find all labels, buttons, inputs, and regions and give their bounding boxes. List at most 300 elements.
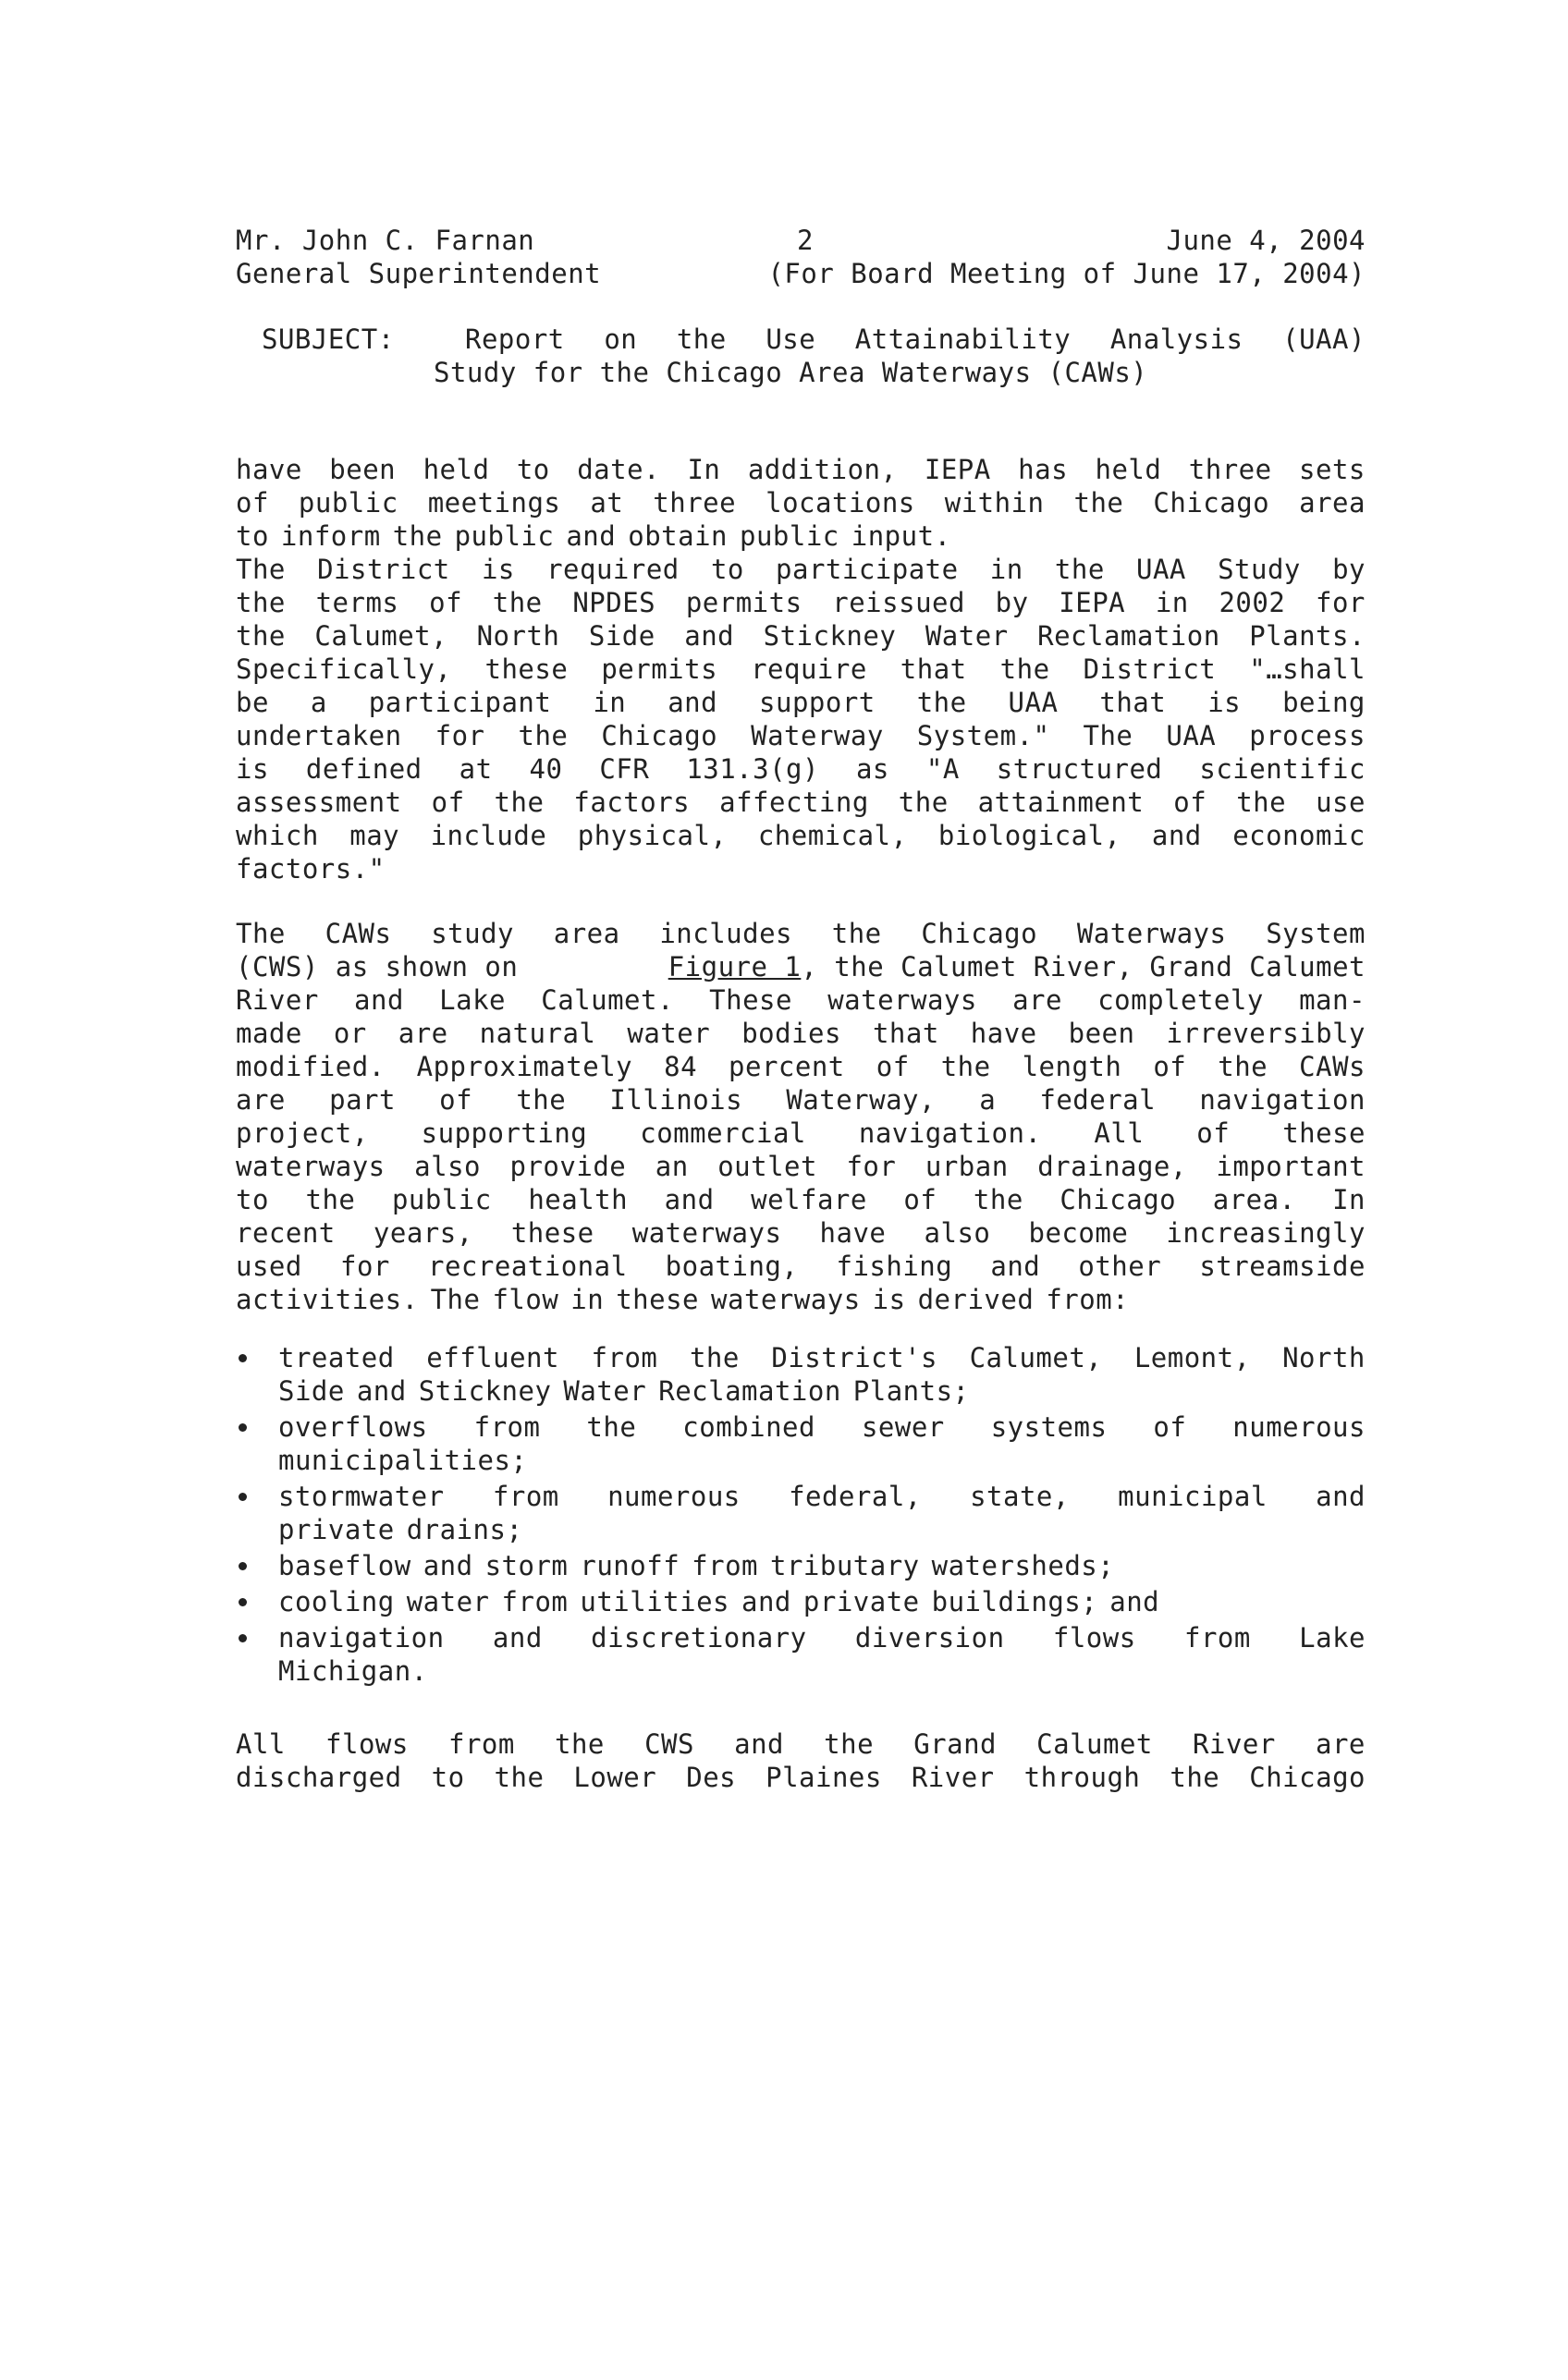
paragraph-4-word: and (734, 1728, 784, 1760)
paragraph-3-rest-word: flow (492, 1284, 559, 1315)
paragraph-3-rest-word: are (398, 1018, 448, 1049)
paragraph-3-rest-word: for (339, 1251, 390, 1282)
paragraph-3-rest-line (236, 1283, 1366, 1316)
paragraph-2-word: CFR (599, 753, 650, 785)
list-item-word: and (1109, 1586, 1160, 1617)
list-item-word: storm (484, 1550, 569, 1581)
paragraph-3-rest (236, 983, 1366, 1316)
paragraph-2-word: process (1249, 720, 1366, 751)
list-item-word: water (406, 1586, 490, 1617)
paragraph-2-line (236, 752, 1366, 786)
paragraph-4-word: River (911, 1762, 995, 1793)
paragraph-3-rest-word: recreational (428, 1251, 628, 1282)
list-item (236, 1410, 1366, 1477)
paragraph-1-word: of (236, 487, 269, 519)
paragraph-1-word: addition, (747, 454, 898, 485)
paragraph-3-line-1-word: area (553, 918, 620, 949)
list-item-line (278, 1410, 1366, 1444)
paragraph-2-word: the (898, 787, 949, 818)
paragraph-2-word: the (1236, 787, 1287, 818)
flow-sources-list (236, 1341, 1366, 1690)
paragraph-2-word: 2002 (1219, 587, 1286, 618)
paragraph-4-word: the (1170, 1762, 1220, 1793)
paragraph-2-word: structured (996, 753, 1163, 785)
paragraph-2-word: use (1316, 787, 1366, 818)
paragraph-3-rest-line (236, 1083, 1366, 1117)
paragraph-4-word: from (448, 1728, 515, 1760)
paragraph-4-word: to (431, 1762, 465, 1793)
paragraph-1-word: public (454, 520, 555, 552)
paragraph-3-rest-word: water (627, 1018, 711, 1049)
list-item-word: from (492, 1481, 559, 1512)
bullet-dot-icon (239, 1562, 247, 1570)
paragraph-3-rest-word: length (1022, 1051, 1122, 1082)
list-item-word: and (492, 1622, 543, 1654)
paragraph-4-word: discharged (236, 1762, 402, 1793)
paragraph-4-word: Des (686, 1762, 737, 1793)
paragraph-3-rest-word: Calumet. (541, 984, 674, 1016)
paragraph-4-word: River (1193, 1728, 1276, 1760)
paragraph-2-word: these (484, 653, 569, 685)
paragraph-2-word: affecting (719, 787, 869, 818)
list-item-word: watersheds; (931, 1550, 1115, 1581)
paragraph-3-rest-word: these (616, 1284, 700, 1315)
list-item-word: Side (278, 1375, 345, 1407)
paragraph-4-word: flows (325, 1728, 409, 1760)
paragraph-2-word: participate (776, 554, 959, 585)
subject-line-1-word: the (676, 323, 727, 355)
paragraph-1-word: been (329, 454, 397, 485)
paragraph-3-rest-word: are (236, 1084, 286, 1116)
paragraph-4-word: the (555, 1728, 605, 1760)
paragraph-1-word: date. (577, 454, 661, 485)
paragraph-3-rest-word: in (570, 1284, 605, 1315)
list-item-word: private (802, 1586, 920, 1617)
paragraph-2-word: the (518, 720, 569, 751)
paragraph-2-word: factors (573, 787, 691, 818)
paragraph-2-word: and (668, 687, 718, 718)
paragraph-1-word: within (944, 487, 1045, 519)
list-item-word: diversion (854, 1622, 1005, 1654)
paragraph-3-rest-word: these (1282, 1117, 1366, 1149)
paragraph-2-word: physical, (577, 820, 728, 851)
list-item-word: Plants; (852, 1375, 970, 1407)
list-item-word: numerous (607, 1481, 741, 1512)
paragraph-2-word: the (1054, 554, 1105, 585)
paragraph-3-rest-word: been (1068, 1018, 1135, 1049)
paragraph-2-word: is (1207, 687, 1242, 718)
paragraph-3-rest-word: percent (729, 1051, 845, 1082)
paragraph-1-word: has (1018, 454, 1069, 485)
paragraph-3-line-1-word: the (831, 918, 882, 949)
paragraph-2-word: UAA (1135, 554, 1186, 585)
paragraph-2-word: that (900, 653, 967, 685)
list-item-word: from (473, 1411, 541, 1443)
list-item-word: tributary (770, 1550, 920, 1581)
paragraph-3-rest-word: activities. (236, 1284, 419, 1315)
paragraph-2-word: Chicago (601, 720, 718, 751)
paragraph-3-rest-word: Waterway, (786, 1084, 936, 1116)
paragraph-2-word: chemical, (757, 820, 908, 851)
paragraph-4-word: are (1316, 1728, 1366, 1760)
list-item-word: North (1282, 1342, 1366, 1373)
paragraph-4-word: CWS (644, 1728, 694, 1760)
paragraph-2-line (236, 686, 1366, 719)
list-item-word: the (689, 1342, 740, 1373)
paragraph-3-rest-word: irreversibly (1166, 1018, 1366, 1049)
subject-line-1-word: Analysis (1109, 323, 1243, 355)
paragraph-2-line (236, 653, 1366, 686)
list-item-word: federal, (789, 1481, 922, 1512)
paragraph-2-word: include (430, 820, 547, 851)
list-item-line (278, 1513, 1366, 1546)
paragraph-1-word: to (236, 520, 269, 552)
paragraph-2-word: and (1151, 820, 1202, 851)
paragraph-2-line (236, 852, 1366, 885)
list-item-word: the (586, 1411, 637, 1443)
paragraph-3-rest-word: Chicago (1060, 1184, 1177, 1215)
paragraph-2-word: Study (1218, 554, 1301, 585)
paragraph-3-rest-word: area. (1212, 1184, 1296, 1215)
paragraph-3-rest-word: commercial (640, 1117, 806, 1149)
list-item-line (278, 1374, 1366, 1408)
paragraph-2-word: for (1316, 587, 1366, 618)
paragraph-3-rest-word: an (655, 1151, 689, 1182)
paragraph-4-word: Grand (913, 1728, 998, 1760)
paragraph-1-word: IEPA (924, 454, 991, 485)
paragraph-3-rest-line (236, 1216, 1366, 1250)
paragraph-2-word: 131.3(g) (686, 753, 819, 785)
paragraph-3-rest-word: drainage, (1037, 1151, 1187, 1182)
paragraph-3-rest-word: health (528, 1184, 629, 1215)
paragraph-3-rest-word: and (664, 1184, 715, 1215)
list-item-word: buildings; (931, 1586, 1098, 1617)
paragraph-4-word: Lower (573, 1762, 657, 1793)
paragraph-4-word: the (824, 1728, 875, 1760)
paragraph-3-line-1-word: Waterways (1076, 918, 1227, 949)
list-item (236, 1621, 1366, 1688)
paragraph-1-line (236, 486, 1366, 519)
bullet-dot-icon (239, 1634, 247, 1642)
paragraph-2-word: UAA (1166, 720, 1217, 751)
paragraph-3-rest-line (236, 1017, 1366, 1050)
paragraph-3-line-2-a: (CWS) as shown on (236, 951, 519, 983)
paragraph-2-word: in (1155, 587, 1189, 618)
paragraph-2-word: which (236, 820, 319, 851)
paragraph-3-rest-word: of (1196, 1117, 1231, 1149)
paragraph-2-word: District (1083, 653, 1217, 685)
paragraph-3-rest-word: streamside (1199, 1251, 1366, 1282)
paragraph-2-word: Reclamation (1037, 620, 1220, 652)
paragraph-3-line-1-word: System (1266, 918, 1366, 949)
figure-link: Figure 1 (668, 951, 802, 983)
paragraph-3-rest-word: Illinois (609, 1084, 743, 1116)
paragraph-1-word: public (298, 487, 398, 519)
paragraph-3-rest-word: also (924, 1217, 991, 1249)
list-item-word: Calumet, (969, 1342, 1103, 1373)
list-item-line (278, 1585, 1366, 1618)
list-item-word: sewer (861, 1411, 945, 1443)
paragraph-2-word: at (459, 753, 493, 785)
list-item-word: private (278, 1514, 395, 1545)
list-item-word: Lemont, (1133, 1342, 1251, 1373)
paragraph-3-line-2-b: , the Calumet River, Grand Calumet (801, 951, 1366, 983)
list-item-word: treated (278, 1342, 395, 1373)
paragraph-3-rest-word: from: (1046, 1284, 1130, 1315)
paragraph-2-word: assessment (236, 787, 402, 818)
paragraph-3-rest-word: other (1078, 1251, 1162, 1282)
paragraph-2-word: the (236, 620, 286, 652)
paragraph-2-word: require (751, 653, 867, 685)
paragraph-3-rest-word: part (329, 1084, 396, 1116)
paragraph-2-line (236, 619, 1366, 653)
paragraph-4-word: Calumet (1036, 1728, 1153, 1760)
paragraph-2-word: defined (305, 753, 423, 785)
paragraph-2-word: a (310, 687, 327, 718)
paragraph-3-rest-line (236, 1050, 1366, 1083)
paragraph-1-line (236, 519, 1366, 553)
paragraph-2-word: NPDES (572, 587, 656, 618)
paragraph-3-rest-word: of (876, 1051, 910, 1082)
paragraph-2-word: the (916, 687, 967, 718)
paragraph-2-word: required (546, 554, 680, 585)
paragraph-3-line-1-word: includes (659, 918, 793, 949)
list-item-word: effluent (426, 1342, 559, 1373)
paragraph-4-word: through (1023, 1762, 1141, 1793)
recipient-title: General Superintendent (236, 258, 602, 289)
paragraph-2-word: IEPA (1059, 587, 1126, 618)
paragraph-3-rest-word: In (1332, 1184, 1366, 1215)
list-item-word: from (692, 1550, 758, 1581)
paragraph-4-word: All (236, 1728, 286, 1760)
list-item-word: numerous (1232, 1411, 1366, 1443)
paragraph-3-line-1-word: The (236, 918, 286, 949)
paragraph-3-rest-word: Lake (439, 984, 507, 1016)
list-item-word: flows (1052, 1622, 1136, 1654)
list-item-word: Michigan. (278, 1655, 428, 1687)
list-item-word: navigation (278, 1622, 445, 1654)
paragraph-3-rest-word: have (819, 1217, 887, 1249)
paragraph-3-rest-word: fishing (836, 1251, 953, 1282)
paragraph-3-rest-word: are (1012, 984, 1062, 1016)
list-item-word: from (591, 1342, 658, 1373)
paragraph-3-rest-word: have (970, 1018, 1037, 1049)
paragraph-3-line-1-word: Chicago (921, 918, 1038, 949)
paragraph-3-rest-word: derived (917, 1284, 1035, 1315)
recipient-name: Mr. John C. Farnan (236, 225, 535, 256)
paragraph-2-word: by (995, 587, 1029, 618)
paragraph-3-rest-word: waterways (236, 1151, 386, 1182)
paragraph-3-rest-word: natural (479, 1018, 596, 1049)
paragraph-4-word: the (494, 1762, 545, 1793)
list-item-word: District's (771, 1342, 937, 1373)
paragraph-2-word: may (349, 820, 400, 851)
subject-line-1-word: (UAA) (1282, 323, 1366, 355)
paragraph-3-rest-word: waterways (711, 1284, 861, 1315)
paragraph-3-rest-line (236, 983, 1366, 1017)
paragraph-3-rest-word: welfare (751, 1184, 867, 1215)
paragraph-3-line-1-word: study (431, 918, 515, 949)
subject-line-2: Study for the Chicago Area Waterways (CAWs) (434, 357, 1148, 388)
paragraph-3-rest-word: the (940, 1051, 991, 1082)
paragraph-2-word: The (236, 554, 286, 585)
paragraph-3-rest-word: boating, (665, 1251, 799, 1282)
paragraph-2-word: factors." (236, 853, 386, 885)
paragraph-3-rest-word: used (236, 1251, 302, 1282)
list-item-word: overflows (278, 1411, 428, 1443)
paragraph-1-word: the (392, 520, 443, 552)
paragraph-3-rest-word: to (236, 1184, 269, 1215)
paragraph-1-word: public (740, 520, 839, 552)
paragraph-3-rest-line (236, 1150, 1366, 1183)
paragraph-3-rest-word: and (990, 1251, 1041, 1282)
paragraph-2-word: for (435, 720, 485, 751)
list-item-word: Water (563, 1375, 647, 1407)
paragraph-2-line (236, 819, 1366, 852)
list-item-word: Lake (1299, 1622, 1366, 1654)
paragraph-2-word: in (989, 554, 1023, 585)
paragraph-1-word: sets (1299, 454, 1366, 485)
list-item-word: of (1153, 1411, 1187, 1443)
list-item-word: runoff (580, 1550, 680, 1581)
paragraph-3-rest-word: bodies (741, 1018, 841, 1049)
paragraph-2-word: by (1332, 554, 1366, 585)
paragraph-3-rest-word: public (391, 1184, 492, 1215)
paragraph-3-rest-word: increasingly (1166, 1217, 1366, 1249)
paragraph-2-word: be (236, 687, 269, 718)
figure-reference (668, 950, 1366, 983)
paragraph-2-word: to (710, 554, 744, 585)
paragraph-1-word: held (423, 454, 490, 485)
paragraph-3-line-1-word: CAWs (325, 918, 392, 949)
paragraph-1-word: at (590, 487, 624, 519)
paragraph-2-word: of (431, 787, 465, 818)
paragraph-1-word: held (1095, 454, 1162, 485)
paragraph-3-rest-line (236, 1183, 1366, 1216)
paragraph-3-rest-word: provide (509, 1151, 627, 1182)
paragraph-2-word: Plants. (1249, 620, 1366, 652)
paragraph-3-rest-word: that (872, 1018, 939, 1049)
paragraph-2-word: biological, (937, 820, 1121, 851)
paragraph-3-rest-word: navigation (1199, 1084, 1366, 1116)
paragraph-2-word: permits (601, 653, 718, 685)
list-item-word: municipalities; (278, 1445, 528, 1476)
paragraph-2-word: Waterway (751, 720, 884, 751)
paragraph-2-word: the (494, 787, 545, 818)
bullet-dot-icon (239, 1493, 247, 1501)
paragraph-2-line (236, 586, 1366, 619)
paragraph-3 (236, 917, 1366, 1316)
board-meeting-note: (For Board Meeting of June 17, 2004) (767, 258, 1366, 289)
list-item-word: from (1184, 1622, 1251, 1654)
paragraph-3-rest-word: these (510, 1217, 594, 1249)
paragraph-2-word: of (1173, 787, 1207, 818)
list-item-word: from (501, 1586, 569, 1617)
paragraph-3-rest-word: man- (1299, 984, 1366, 1016)
paragraph-3-rest-word: for (846, 1151, 897, 1182)
paragraph-2-word: economic (1232, 820, 1366, 851)
bullet-dot-icon (239, 1598, 247, 1606)
paragraph-3-rest-word: a (979, 1084, 997, 1116)
paragraph-3-rest-word: is (872, 1284, 906, 1315)
paragraph-3-line-2 (236, 950, 1366, 983)
paragraph-2-word: permits (685, 587, 802, 618)
paragraph-3-rest-word: navigation. (858, 1117, 1042, 1149)
paragraph-1-word: three (1188, 454, 1272, 485)
list-item-word: and (1316, 1481, 1366, 1512)
paragraph-2-word: participant (368, 687, 552, 718)
paragraph-2-word: the (236, 587, 286, 618)
list-item-word: stormwater (278, 1481, 445, 1512)
paragraph-1-word: locations (766, 487, 915, 519)
paragraph-2-word: "…shall (1249, 653, 1366, 685)
paragraph-2-word: terms (315, 587, 399, 618)
memo-date: June 4, 2004 (1166, 225, 1366, 256)
paragraph-1-word: area (1299, 487, 1366, 519)
paragraph-1-word: In (687, 454, 721, 485)
paragraph-3-rest-word: and (354, 984, 404, 1016)
paragraph-2-word: Side (588, 620, 655, 652)
paragraph-2-line (236, 553, 1366, 586)
list-item (236, 1549, 1366, 1582)
paragraph-1-word: obtain (628, 520, 728, 552)
paragraph-3-rest-word: 84 (664, 1051, 698, 1082)
paragraph-4-line (236, 1727, 1366, 1761)
paragraph-3-rest-word: the (305, 1184, 356, 1215)
paragraph-3-rest-word: the (973, 1184, 1023, 1215)
subject-label: SUBJECT: (262, 323, 395, 355)
list-item-word: and (356, 1375, 407, 1407)
paragraph-2-word: the (492, 587, 543, 618)
paragraph-1-word: the (1073, 487, 1124, 519)
paragraph-3-rest-word: of (903, 1184, 937, 1215)
paragraph-2-word: the (999, 653, 1050, 685)
paragraph-3-rest-word: urban (925, 1151, 1009, 1182)
paragraph-2-word: and (684, 620, 735, 652)
list-item-line (278, 1341, 1366, 1374)
paragraph-2-word: Stickney (763, 620, 897, 652)
paragraph-3-rest-word: or (333, 1018, 367, 1049)
list-item-word: and (741, 1586, 791, 1617)
list-item (236, 1480, 1366, 1546)
subject-line-1 (465, 323, 1366, 356)
paragraph-2-word: being (1282, 687, 1366, 718)
paragraph-2-word: North (476, 620, 560, 652)
paragraph-3-rest-word: waterways (827, 984, 977, 1016)
paragraph-3-rest-word: the (516, 1084, 567, 1116)
paragraph-2-word: support (759, 687, 876, 718)
paragraph-2-word: as (855, 753, 889, 785)
paragraph-4-word: Plaines (766, 1762, 882, 1793)
paragraph-3-rest-word: recent (236, 1217, 336, 1249)
list-item-line (278, 1654, 1366, 1688)
list-item-word: baseflow (278, 1550, 411, 1581)
paragraph-3-rest-word: of (1153, 1051, 1187, 1082)
paragraph-1-word: input. (851, 520, 951, 552)
paragraph-1-word: have (236, 454, 302, 485)
paragraph-2-line (236, 719, 1366, 752)
paragraph-1-word: inform (280, 520, 381, 552)
paragraph-3-rest-word: These (709, 984, 792, 1016)
paragraph-3-rest-word: also (414, 1151, 481, 1182)
paragraph-2-word: System." (916, 720, 1050, 751)
paragraph-3-rest-word: project, (236, 1117, 369, 1149)
paragraph-1-word: three (653, 487, 737, 519)
paragraph-3-rest-word: made (236, 1018, 302, 1049)
paragraph-1-word: meetings (427, 487, 561, 519)
paragraph-3-rest-word: supporting (421, 1117, 588, 1149)
paragraph-1-word: and (566, 520, 617, 552)
